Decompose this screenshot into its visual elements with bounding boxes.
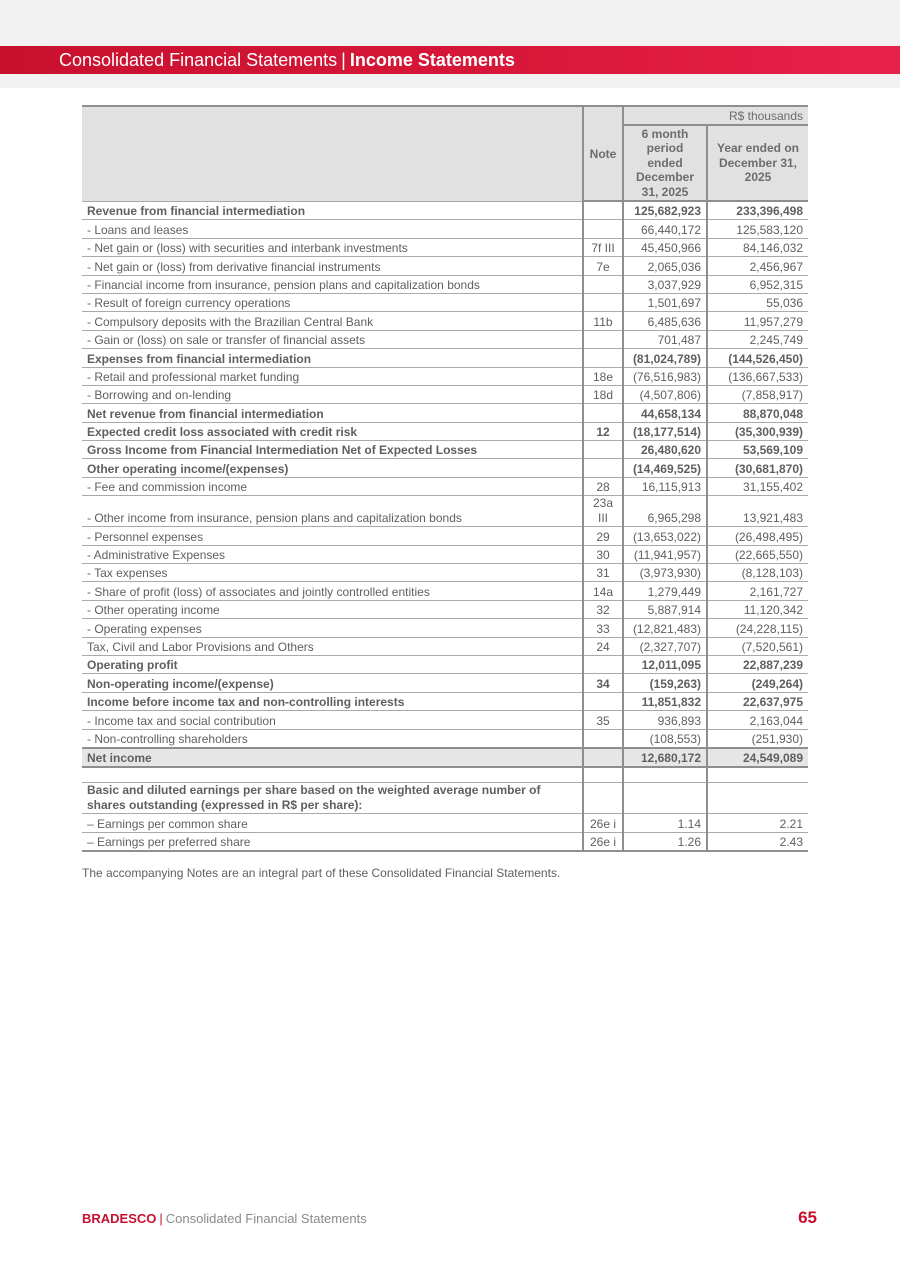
table-row	[82, 692, 808, 710]
table-row	[82, 385, 808, 403]
period-column-header: 6 month period ended December 31, 2025	[623, 125, 707, 201]
row-label: Revenue from financial intermediation	[82, 201, 583, 220]
table-row	[82, 655, 808, 673]
eps-rows	[82, 814, 808, 851]
table-row	[82, 619, 808, 637]
table-row	[82, 220, 808, 238]
row-period-value: 1.14	[623, 814, 707, 832]
row-year-value: 2.43	[707, 832, 808, 851]
table-row	[82, 814, 808, 832]
row-period-value: 1,279,449	[623, 582, 707, 600]
row-period-value: 936,893	[623, 711, 707, 729]
row-period-value: 125,682,923	[623, 201, 707, 220]
table-row	[82, 832, 808, 851]
table-row	[82, 367, 808, 385]
table-row	[82, 349, 808, 367]
table-row	[82, 496, 808, 527]
row-period-value: 44,658,134	[623, 404, 707, 422]
row-note	[583, 459, 623, 477]
row-year-value: 84,146,032	[707, 238, 808, 256]
row-label: - Borrowing and on-lending	[82, 385, 583, 403]
page-number: 65	[798, 1208, 817, 1227]
row-note: 33	[583, 619, 623, 637]
row-period-value: (76,516,983)	[623, 367, 707, 385]
row-note: 31	[583, 564, 623, 582]
note-column-header: Note	[583, 106, 623, 201]
row-period-value: (159,263)	[623, 674, 707, 692]
row-note: 29	[583, 527, 623, 545]
table-row	[82, 711, 808, 729]
section-banner	[0, 46, 900, 74]
row-period-value: 12,011,095	[623, 655, 707, 673]
row-label: - Other income from insurance, pension plans and capitalization bonds	[82, 496, 583, 527]
row-note	[583, 404, 623, 422]
row-year-value: 2.21	[707, 814, 808, 832]
row-period-value: 45,450,966	[623, 238, 707, 256]
row-year-value: 2,245,749	[707, 330, 808, 348]
row-note	[583, 655, 623, 673]
row-note	[583, 330, 623, 348]
table-row	[82, 600, 808, 618]
page-top-strip	[0, 0, 900, 88]
row-period-value: 16,115,913	[623, 477, 707, 495]
row-label: - Other operating income	[82, 600, 583, 618]
spacer-row	[82, 767, 808, 783]
net-income-note	[583, 748, 623, 767]
banner-title: Income Statements	[349, 50, 515, 70]
row-label: - Gain or (loss) on sale or transfer of financial assets	[82, 330, 583, 348]
row-period-value: 66,440,172	[623, 220, 707, 238]
net-income-row	[82, 748, 808, 767]
row-note: 35	[583, 711, 623, 729]
row-period-value: (4,507,806)	[623, 385, 707, 403]
row-period-value: 26,480,620	[623, 441, 707, 459]
unit-label: R$ thousands	[623, 106, 808, 125]
row-year-value: (144,526,450)	[707, 349, 808, 367]
row-period-value: 3,037,929	[623, 275, 707, 293]
row-year-value: (24,228,115)	[707, 619, 808, 637]
row-year-value: (251,930)	[707, 729, 808, 748]
row-period-value: (11,941,957)	[623, 545, 707, 563]
row-note	[583, 220, 623, 238]
row-year-value: 22,637,975	[707, 692, 808, 710]
net-income-year-value: 24,549,089	[707, 748, 808, 767]
row-period-value: (108,553)	[623, 729, 707, 748]
row-year-value: 31,155,402	[707, 477, 808, 495]
row-label: - Administrative Expenses	[82, 545, 583, 563]
row-label: - Tax expenses	[82, 564, 583, 582]
year-column-header: Year ended on December 31, 2025	[707, 125, 808, 201]
row-label: Non-operating income/(expense)	[82, 674, 583, 692]
row-period-value: 6,965,298	[623, 496, 707, 527]
row-year-value: 2,163,044	[707, 711, 808, 729]
row-note: 7e	[583, 257, 623, 275]
row-label: - Share of profit (loss) of associates and jointly controlled entities	[82, 582, 583, 600]
row-period-value: 5,887,914	[623, 600, 707, 618]
row-note: 26e i	[583, 832, 623, 851]
row-label: - Loans and leases	[82, 220, 583, 238]
row-year-value: (249,264)	[707, 674, 808, 692]
row-label: - Compulsory deposits with the Brazilian Central Bank	[82, 312, 583, 330]
row-period-value: 11,851,832	[623, 692, 707, 710]
row-label: - Income tax and social contribution	[82, 711, 583, 729]
row-note: 26e i	[583, 814, 623, 832]
row-label: Net revenue from financial intermediation	[82, 404, 583, 422]
row-note	[583, 729, 623, 748]
row-label: - Personnel expenses	[82, 527, 583, 545]
row-year-value: (7,858,917)	[707, 385, 808, 403]
row-year-value: 233,396,498	[707, 201, 808, 220]
row-note: 28	[583, 477, 623, 495]
row-year-value: 22,887,239	[707, 655, 808, 673]
row-year-value: (30,681,870)	[707, 459, 808, 477]
row-period-value: (14,469,525)	[623, 459, 707, 477]
row-period-value: (12,821,483)	[623, 619, 707, 637]
row-label: – Earnings per common share	[82, 814, 583, 832]
row-note: 34	[583, 674, 623, 692]
table-row	[82, 637, 808, 655]
table-row	[82, 422, 808, 440]
income-statement-table	[82, 105, 808, 852]
row-label: Expenses from financial intermediation	[82, 349, 583, 367]
row-year-value: 53,569,109	[707, 441, 808, 459]
row-period-value: (3,973,930)	[623, 564, 707, 582]
table-row	[82, 582, 808, 600]
row-period-value: 701,487	[623, 330, 707, 348]
row-label: Other operating income/(expenses)	[82, 459, 583, 477]
row-label: – Earnings per preferred share	[82, 832, 583, 851]
row-year-value: 88,870,048	[707, 404, 808, 422]
row-period-value: 2,065,036	[623, 257, 707, 275]
eps-heading: Basic and diluted earnings per share based on the weighted average number of shares outstanding (expressed in R$ per share):	[82, 783, 583, 814]
table-row	[82, 330, 808, 348]
table-row	[82, 312, 808, 330]
row-label: - Retail and professional market funding	[82, 367, 583, 385]
row-note	[583, 349, 623, 367]
eps-heading-row	[82, 783, 808, 814]
row-year-value: (35,300,939)	[707, 422, 808, 440]
page-footer	[82, 1211, 367, 1226]
row-year-value: (136,667,533)	[707, 367, 808, 385]
table-row	[82, 477, 808, 495]
row-period-value: (13,653,022)	[623, 527, 707, 545]
row-note: 23a III	[583, 496, 623, 527]
row-year-value: 11,120,342	[707, 600, 808, 618]
row-year-value: 55,036	[707, 293, 808, 311]
table-row	[82, 275, 808, 293]
row-period-value: (18,177,514)	[623, 422, 707, 440]
row-year-value: 11,957,279	[707, 312, 808, 330]
row-period-value: 6,485,636	[623, 312, 707, 330]
row-year-value: 125,583,120	[707, 220, 808, 238]
row-note: 24	[583, 637, 623, 655]
table-row	[82, 293, 808, 311]
row-year-value: 13,921,483	[707, 496, 808, 527]
row-label: Operating profit	[82, 655, 583, 673]
row-year-value: 2,161,727	[707, 582, 808, 600]
row-note	[583, 293, 623, 311]
row-label: - Net gain or (loss) from derivative financial instruments	[82, 257, 583, 275]
row-label: Expected credit loss associated with credit risk	[82, 422, 583, 440]
statement-rows	[82, 201, 808, 748]
footnote: The accompanying Notes are an integral part of these Consolidated Financial Statements.	[82, 866, 561, 880]
header-blank-cell	[82, 106, 583, 201]
row-note: 32	[583, 600, 623, 618]
row-label: - Financial income from insurance, pension plans and capitalization bonds	[82, 275, 583, 293]
table-row	[82, 257, 808, 275]
row-note	[583, 441, 623, 459]
row-period-value: 1,501,697	[623, 293, 707, 311]
row-label: - Fee and commission income	[82, 477, 583, 495]
row-note	[583, 275, 623, 293]
row-note: 14a	[583, 582, 623, 600]
row-note: 18e	[583, 367, 623, 385]
net-income-label: Net income	[82, 748, 583, 767]
banner-separator: |	[341, 50, 346, 70]
table-row	[82, 441, 808, 459]
row-note	[583, 201, 623, 220]
table-row	[82, 729, 808, 748]
row-label: Tax, Civil and Labor Provisions and Others	[82, 637, 583, 655]
row-label: - Result of foreign currency operations	[82, 293, 583, 311]
row-year-value: (26,498,495)	[707, 527, 808, 545]
row-label: - Net gain or (loss) with securities and interbank investments	[82, 238, 583, 256]
row-note: 12	[583, 422, 623, 440]
table-row	[82, 238, 808, 256]
row-note: 30	[583, 545, 623, 563]
row-note: 11b	[583, 312, 623, 330]
row-year-value: (22,665,550)	[707, 545, 808, 563]
row-period-value: 1.26	[623, 832, 707, 851]
table-row	[82, 564, 808, 582]
row-year-value: (7,520,561)	[707, 637, 808, 655]
row-note	[583, 692, 623, 710]
banner-section: Consolidated Financial Statements	[59, 50, 338, 70]
table-row	[82, 545, 808, 563]
row-year-value: (8,128,103)	[707, 564, 808, 582]
table-row	[82, 674, 808, 692]
table-row	[82, 201, 808, 220]
row-label: Income before income tax and non-controlling interests	[82, 692, 583, 710]
row-label: - Operating expenses	[82, 619, 583, 637]
row-year-value: 6,952,315	[707, 275, 808, 293]
row-period-value: (2,327,707)	[623, 637, 707, 655]
footer-brand: BRADESCO	[82, 1211, 157, 1226]
row-note: 7f III	[583, 238, 623, 256]
table-row	[82, 459, 808, 477]
row-year-value: 2,456,967	[707, 257, 808, 275]
table-row	[82, 404, 808, 422]
footer-separator: |	[159, 1211, 163, 1226]
footer-text: Consolidated Financial Statements	[165, 1211, 367, 1226]
net-income-period-value: 12,680,172	[623, 748, 707, 767]
row-label: Gross Income from Financial Intermediation Net of Expected Losses	[82, 441, 583, 459]
row-note: 18d	[583, 385, 623, 403]
row-label: - Non-controlling shareholders	[82, 729, 583, 748]
row-period-value: (81,024,789)	[623, 349, 707, 367]
table-row	[82, 527, 808, 545]
